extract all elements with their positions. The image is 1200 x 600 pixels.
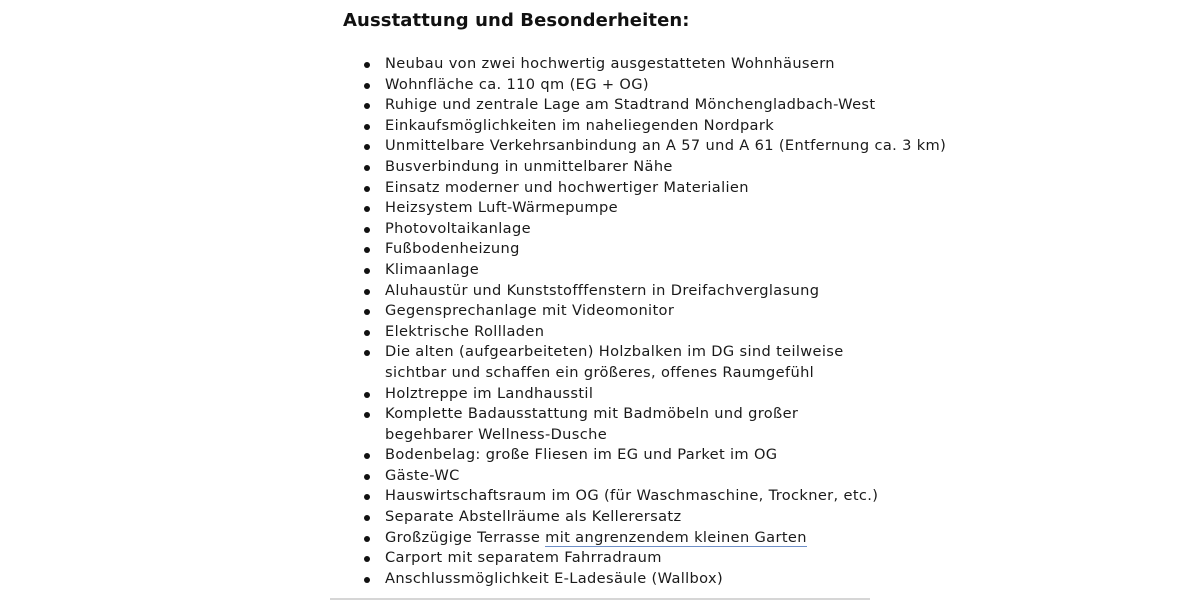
bullet-icon: [364, 350, 370, 356]
list-item: Einkaufsmöglichkeiten im naheliegenden Nordpark: [330, 116, 875, 137]
bullet-icon: [364, 556, 370, 562]
bullet-icon: [364, 536, 370, 542]
list-item: Carport mit separatem Fahrradraum: [330, 548, 875, 569]
bullet-icon: [364, 247, 370, 253]
list-item: Anschlussmöglichkeit E-Ladesäule (Wallbox): [330, 569, 875, 590]
list-item: Hauswirtschaftsraum im OG (für Waschmaschine, Trockner, etc.): [330, 486, 875, 507]
garden-underlined-text: mit angrenzendem kleinen Garten: [545, 528, 807, 546]
bullet-icon: [364, 289, 370, 295]
list-item: Bodenbelag: große Fliesen im EG und Parket im OG: [330, 445, 875, 466]
bullet-icon: [364, 62, 370, 68]
list-item-terrace: [330, 528, 875, 549]
bullet-icon: [364, 453, 370, 459]
list-item: Holztreppe im Landhausstil: [330, 384, 875, 405]
terrace-text: Großzügige Terrasse: [385, 528, 546, 546]
list-item: Klimaanlage: [330, 260, 875, 281]
bullet-icon: [364, 392, 370, 398]
list-item: Aluhaustür und Kunststofffenstern in Dreifachverglasung: [330, 281, 875, 302]
bullet-icon: [364, 103, 370, 109]
bullet-icon: [364, 186, 370, 192]
list-item: Gegensprechanlage mit Videomonitor: [330, 301, 875, 322]
list-item: Busverbindung in unmittelbarer Nähe: [330, 157, 875, 178]
list-item: Ruhige und zentrale Lage am Stadtrand Mönchengladbach-West: [330, 95, 875, 116]
list-item: Fußbodenheizung: [330, 239, 875, 260]
feature-list: [330, 54, 947, 589]
bullet-icon: [364, 577, 370, 583]
list-item: Wohnfläche ca. 110 qm (EG + OG): [330, 75, 875, 96]
bullet-icon: [364, 227, 370, 233]
bullet-icon: [364, 330, 370, 336]
bullet-icon: [364, 124, 370, 130]
bullet-icon: [364, 309, 370, 315]
bullet-icon: [364, 206, 370, 212]
bullet-icon: [364, 474, 370, 480]
section-heading: Ausstattung und Besonderheiten:: [343, 10, 690, 31]
document-page: [330, 0, 947, 600]
bullet-icon: [364, 83, 370, 89]
bullet-icon: [364, 515, 370, 521]
list-item: Heizsystem Luft-Wärmepumpe: [330, 198, 875, 219]
list-item: Einsatz moderner und hochwertiger Materialien: [330, 178, 875, 199]
list-item: Gäste-WC: [330, 466, 875, 487]
bullet-icon: [364, 412, 370, 418]
list-item: Separate Abstellräume als Kellerersatz: [330, 507, 875, 528]
list-item: Unmittelbare Verkehrsanbindung an A 57 und A 61 (Entfernung ca. 3 km): [330, 136, 875, 157]
bullet-icon: [364, 494, 370, 500]
list-item: Komplette Badausstattung mit Badmöbeln und großer begehbarer Wellness-Dusche: [330, 404, 867, 445]
list-item: Die alten (aufgearbeiteten) Holzbalken im DG sind teilweise sichtbar und schaffen ein größeres, offenes Raumgefühl: [330, 342, 867, 383]
list-item: Elektrische Rollladen: [330, 322, 875, 343]
bullet-icon: [364, 268, 370, 274]
list-item: Photovoltaikanlage: [330, 219, 875, 240]
list-item: Neubau von zwei hochwertig ausgestatteten Wohnhäusern: [330, 54, 875, 75]
bullet-icon: [364, 144, 370, 150]
bullet-icon: [364, 165, 370, 171]
